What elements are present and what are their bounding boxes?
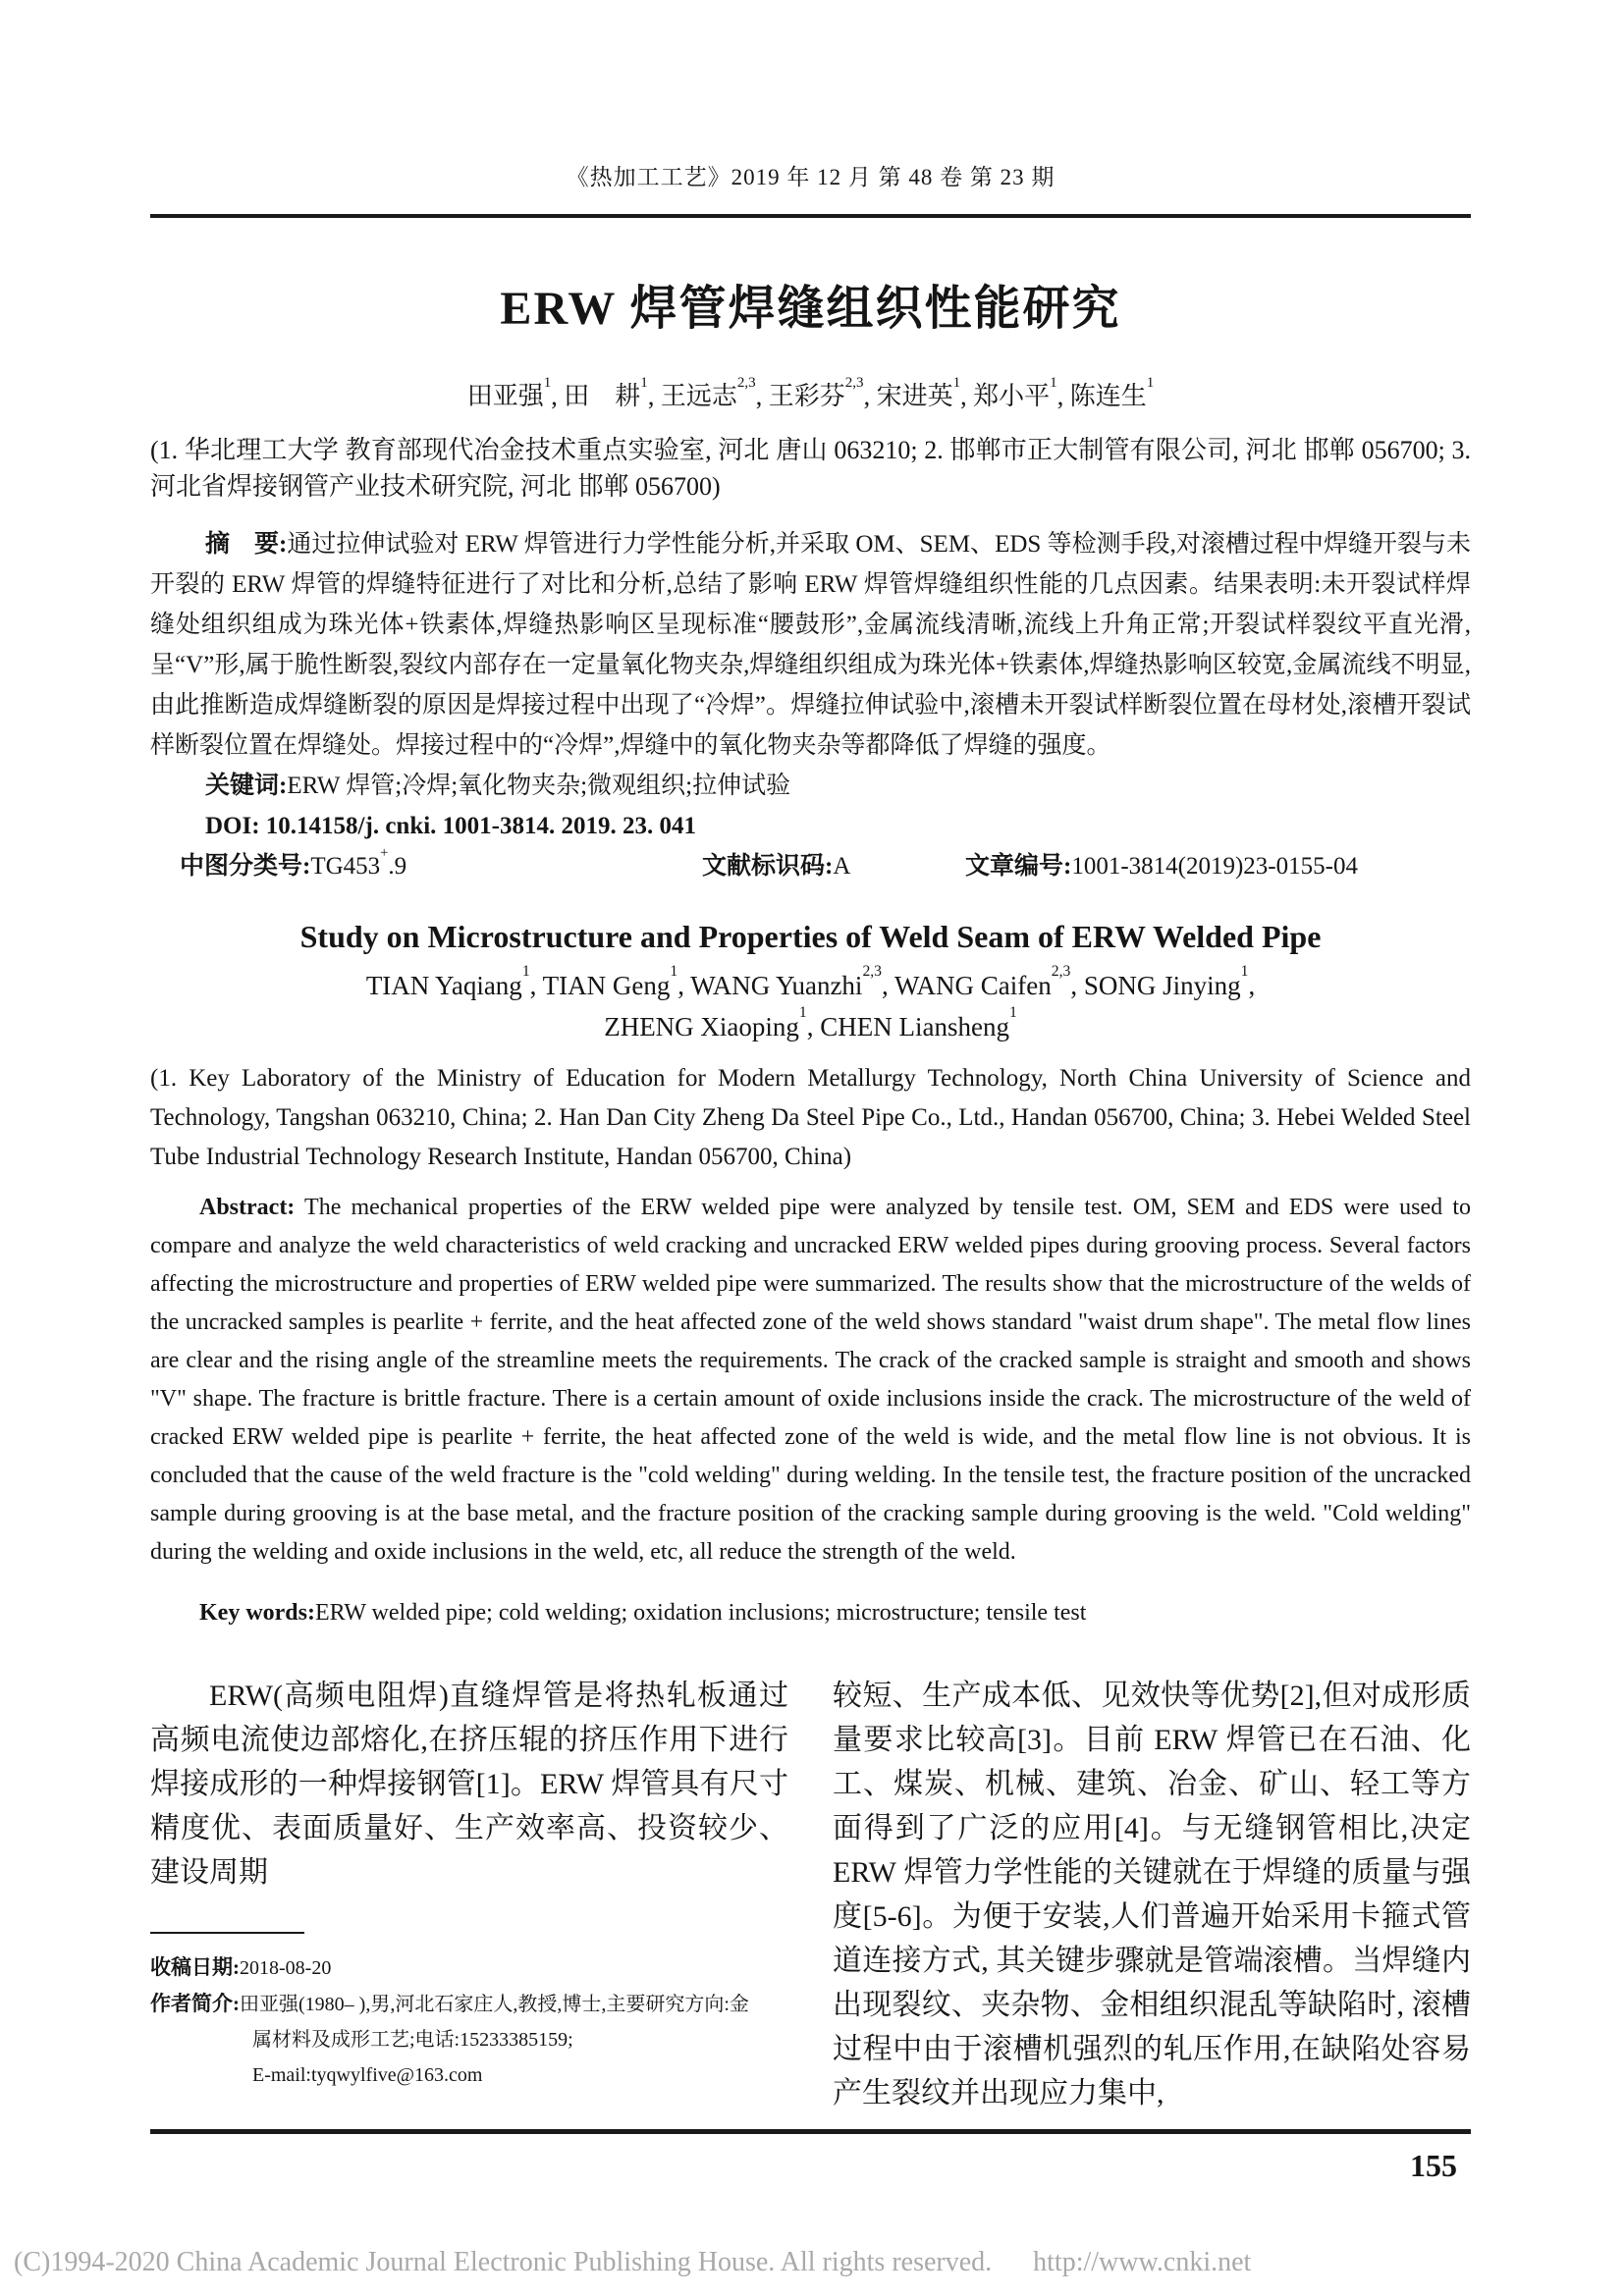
classification-row (150, 846, 1471, 886)
author-affil-sup: 2,3 (736, 375, 756, 392)
author-en: WANG Yuanzhi$^{2,3}$, (690, 963, 895, 1000)
abstract-zh (150, 524, 1471, 766)
abstract-en-text: The mechanical properties of the ERW welded pipe were analyzed by tensile test. OM, SEM and EDS were used to compare and analyze the weld characteristics of weld cracking and uncracked ERW welded pipes during grooving process. Several factors affecting the microstructure and properties of ERW welded pipe were summarized. The results show that the microstructure of the welds of the uncracked samples is pearlite + ferrite, and the heat affected zone of the weld shows standard "waist drum shape". The metal flow lines are clear and the rising angle of the streamline meets the requirements. The crack of the cracked sample is straight and smooth and shows "V" shape. The fracture is brittle fracture. There is a certain amount of oxide inclusions inside the crack. The microstructure of the weld of cracked ERW welded pipe is pearlite + ferrite, the heat affected zone of the weld is wide, and the metal flow line is not obvious. It is concluded that the cause of the weld fracture is the "cold welding" during welding. In the tensile test, the fracture position of the uncracked sample during grooving is at the base metal, and the fracture position of the cracking sample during grooving is the weld. "Cold welding" during the welding and oxide inclusions in the weld, etc, all reduce the strength of the weld. (150, 1195, 1471, 1565)
keywords-zh-text: ERW 焊管;冷焊;氧化物夹杂;微观组织;拉伸试验 (287, 773, 791, 799)
page-number: 155 (1410, 2148, 1457, 2183)
author-zh: 田 耕$^1$, (564, 375, 661, 410)
author-bio-line: 作者简介:田亚强(1980– ),男,河北石家庄人,教授,博士,主要研究方向:金 (150, 1992, 749, 2015)
author-email-line: E-mail:tyqwylfive@163.com (252, 2064, 483, 2086)
keywords-en-text: ERW welded pipe; cold welding; oxidation inclusions; microstructure; tensile test (314, 1600, 1087, 1626)
bottom-rule (150, 2129, 1471, 2134)
author-affil-sup: 1 (1146, 375, 1155, 392)
abstract-en (150, 1189, 1471, 1572)
footnote-lines (150, 1949, 788, 2093)
author-affil-sup: 1 (952, 375, 961, 392)
body-two-columns (150, 1674, 1471, 2115)
keywords-en (150, 1593, 1471, 1632)
author-affil-sup: 1 (1050, 375, 1057, 392)
article-id: 文章编号:1001-3814(2019)23-0155-04 (965, 853, 1358, 880)
keywords-zh-label: 关键词: (205, 773, 288, 799)
cnki-url: http://www.cnki.net (1033, 2247, 1252, 2277)
received-date-line: 收稿日期:2018-08-20 (150, 1955, 332, 1979)
abstract-en-label: Abstract: (199, 1195, 296, 1220)
author-en: ZHENG Xiaoping$^1$, (604, 1004, 821, 1041)
author-en: TIAN Yaqiang$^1$, (365, 963, 543, 1000)
author-affil-sup: 1 (543, 375, 552, 392)
author-zh: 陈连生$^1$ (1069, 375, 1155, 410)
body-paragraph-left: ERW(高频电阻焊)直缝焊管是将热轧板通过高频电流使边部熔化,在挤压辊的挤压作用下进行焊接成形的一种焊接钢管[1]。ERW 焊管具有尺寸精度优、表面质量好、生产效率高、投资较少、建设周期 (150, 1680, 788, 1889)
author-affil-sup: 2,3 (1051, 963, 1071, 981)
authors-en-line1 (150, 965, 1471, 1006)
author-zh: 宋进英$^1$, (876, 375, 974, 410)
author-en: CHEN Liansheng$^1$ (820, 1004, 1017, 1041)
doi-line: DOI: 10.14158/j. cnki. 1001-3814. 2019. 23. 041 (205, 813, 696, 839)
author-en: TIAN Geng$^1$, (542, 963, 691, 1000)
article-title-en: Study on Microstructure and Properties of Weld Seam of ERW Welded Pipe (299, 919, 1322, 954)
footnote-rule (150, 1932, 304, 1934)
keywords-en-label: Key words: (199, 1600, 315, 1626)
body-column-right (833, 1674, 1471, 2115)
affiliation-en: (1. Key Laboratory of the Ministry of Education for Modern Metallurgy Technology, North China University of Science and Technology, Tangshan 063210, China; 2. Han Dan City Zheng Da Steel Pipe Co., Ltd., Handan 056700, China; 3. Hebei Welded Steel Tube Industrial Technology Research Institute, Handan 056700, China) (150, 1065, 1471, 1170)
author-zh: 郑小平$^1$, (973, 375, 1070, 410)
author-affil-sup: 1 (521, 963, 530, 981)
journal-issue-header: 《热加工工艺》2019 年 12 月 第 48 卷 第 23 期 (566, 165, 1056, 189)
author-affil-sup: 1 (798, 1004, 807, 1022)
copyright-text: (C)1994-2020 China Academic Journal Electronic Publishing House. All rights reserved. (14, 2247, 993, 2277)
author-affil-sup: 2,3 (844, 375, 864, 392)
authors-en-line2 (150, 1006, 1471, 1047)
author-affil-sup: 1 (640, 375, 648, 392)
copyright-footer (14, 2246, 1251, 2279)
document-code: 文献标识码:A (702, 853, 851, 880)
footnote-block (150, 1932, 788, 2093)
author-zh: 田亚强$^1$, (466, 375, 565, 410)
author-zh: 王彩芬$^{2,3}$, (768, 375, 877, 410)
author-affil-sup: 2,3 (862, 963, 883, 981)
clc-number: 中图分类号:TG453+.9 (180, 844, 407, 880)
header-rule (150, 214, 1471, 218)
article-title-zh: ERW 焊管焊缝组织性能研究 (500, 283, 1121, 335)
abstract-zh-text: 通过拉伸试验对 ERW 焊管进行力学性能分析,并采取 OM、SEM、EDS 等检测手段,对滚槽过程中焊缝开裂与未开裂的 ERW 焊管的焊缝特征进行了对比和分析,总结了影响 ERW 焊管焊缝组织性能的几点因素。结果表明:未开裂试样焊缝处组织组成为珠光体+铁素体,焊缝热影响区呈现标准“腰鼓形”,金属流线清晰,流线上升角正常;开裂试样裂纹平直光滑,呈“V”形,属于脆性断裂,裂纹内部存在一定量氧化物夹杂,焊缝组织组成为珠光体+铁素体,焊缝热影响区较宽,金属流线不明显,由此推断造成焊缝断裂的原因是焊接过程中出现了“冷焊”。焊缝拉伸试验中,滚槽未开裂试样断裂位置在母材处,滚槽开裂试样断裂位置在焊缝处。焊接过程中的“冷焊”,焊缝中的氧化物夹杂等都降低了焊缝的强度。 (150, 531, 1471, 759)
author-zh: 王远志$^{2,3}$, (660, 375, 769, 410)
abstract-zh-label: 摘 要: (205, 531, 288, 558)
keywords-zh (150, 766, 1471, 806)
author-affil-sup: 1 (1240, 963, 1249, 981)
page-content (150, 163, 1471, 2185)
author-affil-sup: 1 (1008, 1004, 1017, 1022)
authors-zh (150, 375, 1471, 414)
body-column-left (150, 1674, 788, 2115)
author-affil-sup: 1 (670, 963, 678, 981)
body-paragraph-right: 较短、生产成本低、见效快等优势[2],但对成形质量要求比较高[3]。目前 ERW 焊管已在石油、化工、煤炭、机械、建筑、冶金、矿山、轻工等方面得到了广泛的应用[4]。与无缝钢管相比,决定 ERW 焊管力学性能的关键就在于焊缝的质量与强度[5-6]。为便于安装,人们普遍开始采用卡箍式管道连接方式, 其关键步骤就是管端滚槽。当焊缝内出现裂纹、夹杂物、金相组织混乱等缺陷时, 滚槽过程中由于滚槽机强烈的轧压作用,在缺陷处容易产生裂纹并出现应力集中, (833, 1680, 1471, 2109)
author-en: WANG Caifen$^{2,3}$, (894, 963, 1084, 1000)
author-en: SONG Jinying$^1$, (1083, 963, 1256, 1000)
author-bio-line-cont: 属材料及成形工艺;电话:15233385159; (252, 2029, 573, 2051)
affiliation-zh: (1. 华北理工大学 教育部现代冶金技术重点实验室, 河北 唐山 063210; 2. 邯郸市正大制管有限公司, 河北 邯郸 056700; 3. 河北省焊接钢管产业技术研究院, 河北 邯郸 056700) (150, 436, 1471, 501)
